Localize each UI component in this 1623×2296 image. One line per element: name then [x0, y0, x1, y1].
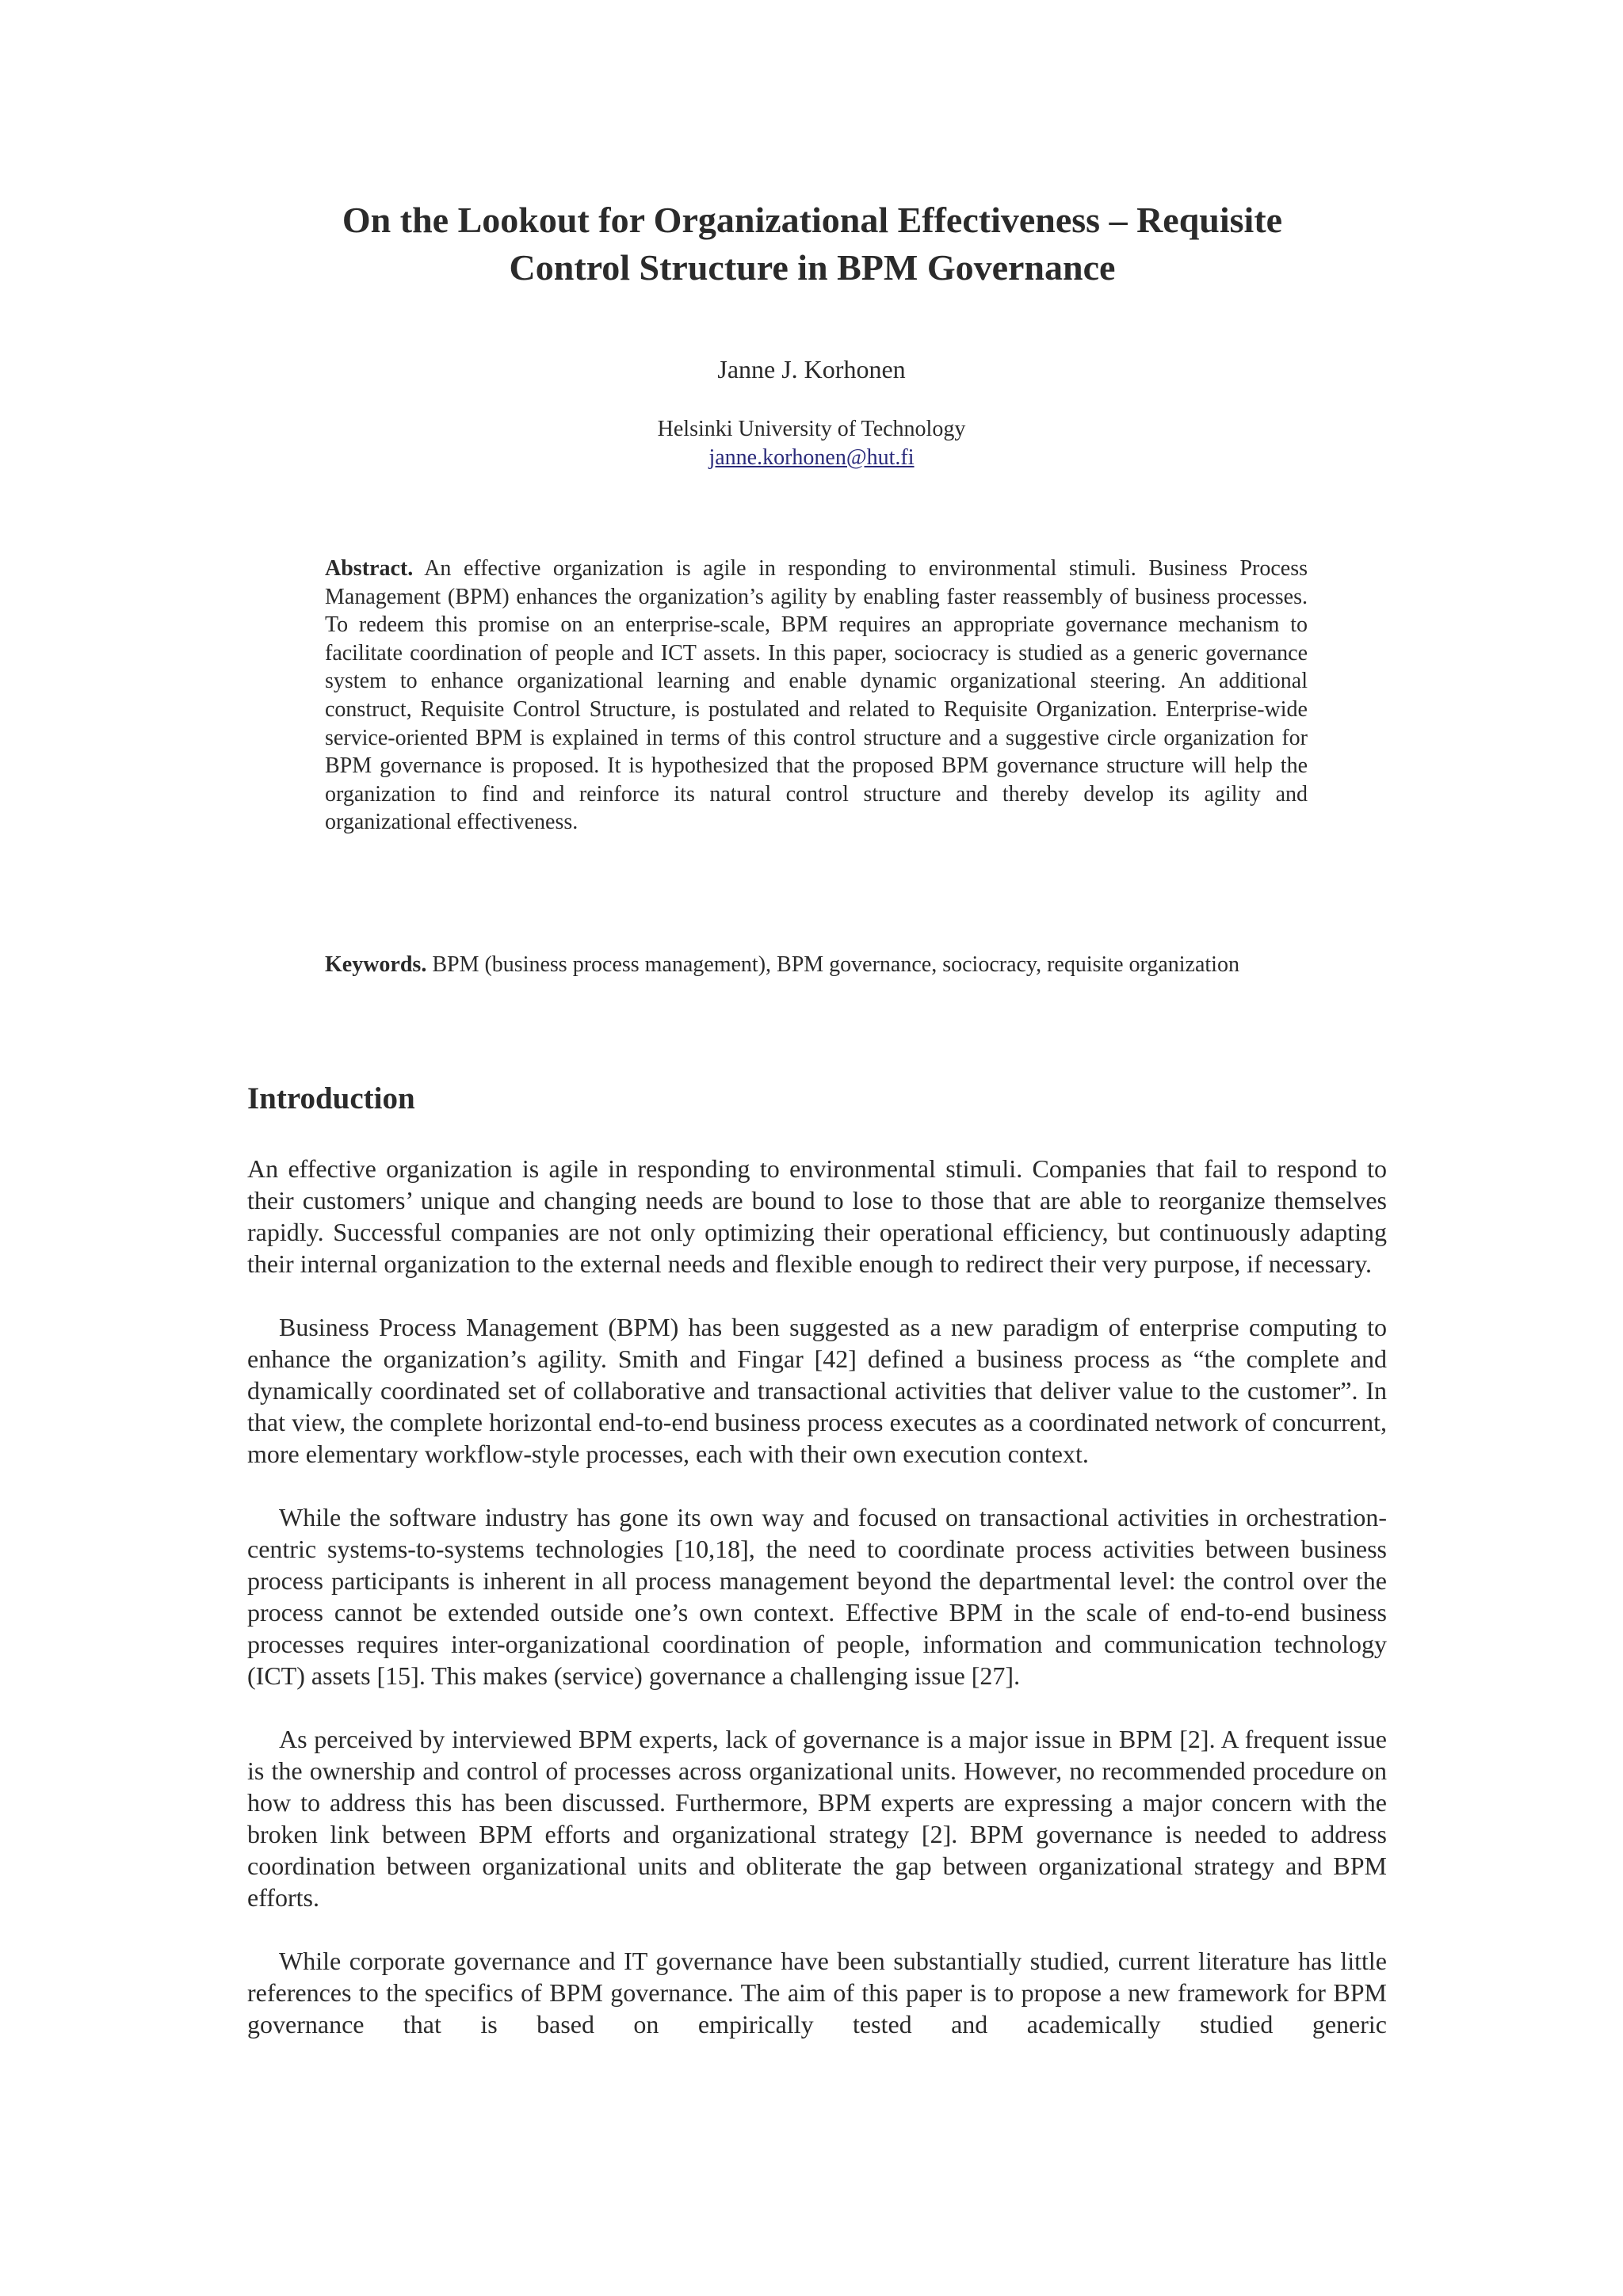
paragraph-3: While the software industry has gone its own way and focused on transactional activities in orchestration-centric systems-to-systems technologies [10,18], the need to coordinate process activities between business process participants is inherent in all process management beyond the departmental level: the control over the process cannot be extended outside one’s own context. Effective BPM in the scale of end-to-end business processes requires inter-organizational coordination of people, information and communication technology (ICT) assets [15]. This makes (service) governance a challenging issue [27]. — [247, 1503, 1387, 1690]
paragraph-5: While corporate governance and IT governance have been substantially studied, current literature has little references to the specifics of BPM governance. The aim of this paper is to propose a new framework for BPM governance that is based on empirically tested and academically studied generic — [247, 1947, 1387, 2039]
author-email — [0, 444, 1623, 472]
paragraph-2: Business Process Management (BPM) has been suggested as a new paradigm of enterprise computing to enhance the organization’s agility. Smith and Fingar [42] defined a business process as “the complete and dynamically coordinated set of collaborative and transactional activities that deliver value to the customer”. In that view, the complete horizontal end-to-end business process executes as a coordinated network of concurrent, more elementary workflow-style processes, each with their own execution context. — [247, 1313, 1387, 1468]
author-email-link[interactable]: janne.korhonen@hut.fi — [708, 445, 915, 470]
paragraph-4: As perceived by interviewed BPM experts, lack of governance is a major issue in BPM [2]. A frequent issue is the ownership and control of processes across organizational units. However, no recommended procedure on how to address this has been discussed. Furthermore, BPM experts are expressing a major concern with the broken link between BPM efforts and organizational strategy [2]. BPM governance is needed to address coordination between organizational units and obliterate the gap between organizational strategy and BPM efforts. — [247, 1725, 1387, 1912]
keywords-label: Keywords. — [325, 952, 427, 977]
paragraph-1: An effective organization is agile in responding to environmental stimuli. Companies that fail to respond to their customers’ unique and changing needs are bound to lose to those that are able to reorganize themselves rapidly. Successful companies are not only optimizing their operational efficiency, but continuously adapting their internal organization to the external needs and flexible enough to redirect their very purpose, if necessary. — [247, 1154, 1387, 1278]
section-heading-introduction: Introduction — [247, 1081, 415, 1116]
author-affiliation: Helsinki University of Technology — [657, 417, 966, 441]
keywords — [325, 951, 1308, 979]
abstract-text: An effective organization is agile in responding to environmental stimuli. Business Process Management (BPM) enhances the organization’s agility by enabling faster reassembly of business processes. To redeem this promise on an enterprise-scale, BPM requires an appropriate governance mechanism to facilitate coordination of people and ICT assets. In this paper, sociocracy is studied as a generic governance system to enhance organizational learning and enable dynamic organizational steering. An additional construct, Requisite Control Structure, is postulated and related to Requisite Organization. Enterprise-wide service-oriented BPM is explained in terms of this control structure and a suggestive circle organization for BPM governance is proposed. It is hypothesized that the proposed BPM governance structure will help the organization to find and reinforce its natural control structure and thereby develop its agility and organizational effectiveness. — [325, 556, 1308, 835]
abstract-label: Abstract. — [325, 556, 414, 581]
keywords-text: BPM (business process management), BPM governance, sociocracy, requisite organization — [426, 952, 1239, 977]
author-name: Janne J. Korhonen — [717, 355, 906, 383]
introduction-body — [247, 1153, 1387, 2040]
paper-title: On the Lookout for Organizational Effectiveness – Requisite Control Structure in BPM Governance — [342, 200, 1283, 288]
abstract — [325, 555, 1308, 837]
